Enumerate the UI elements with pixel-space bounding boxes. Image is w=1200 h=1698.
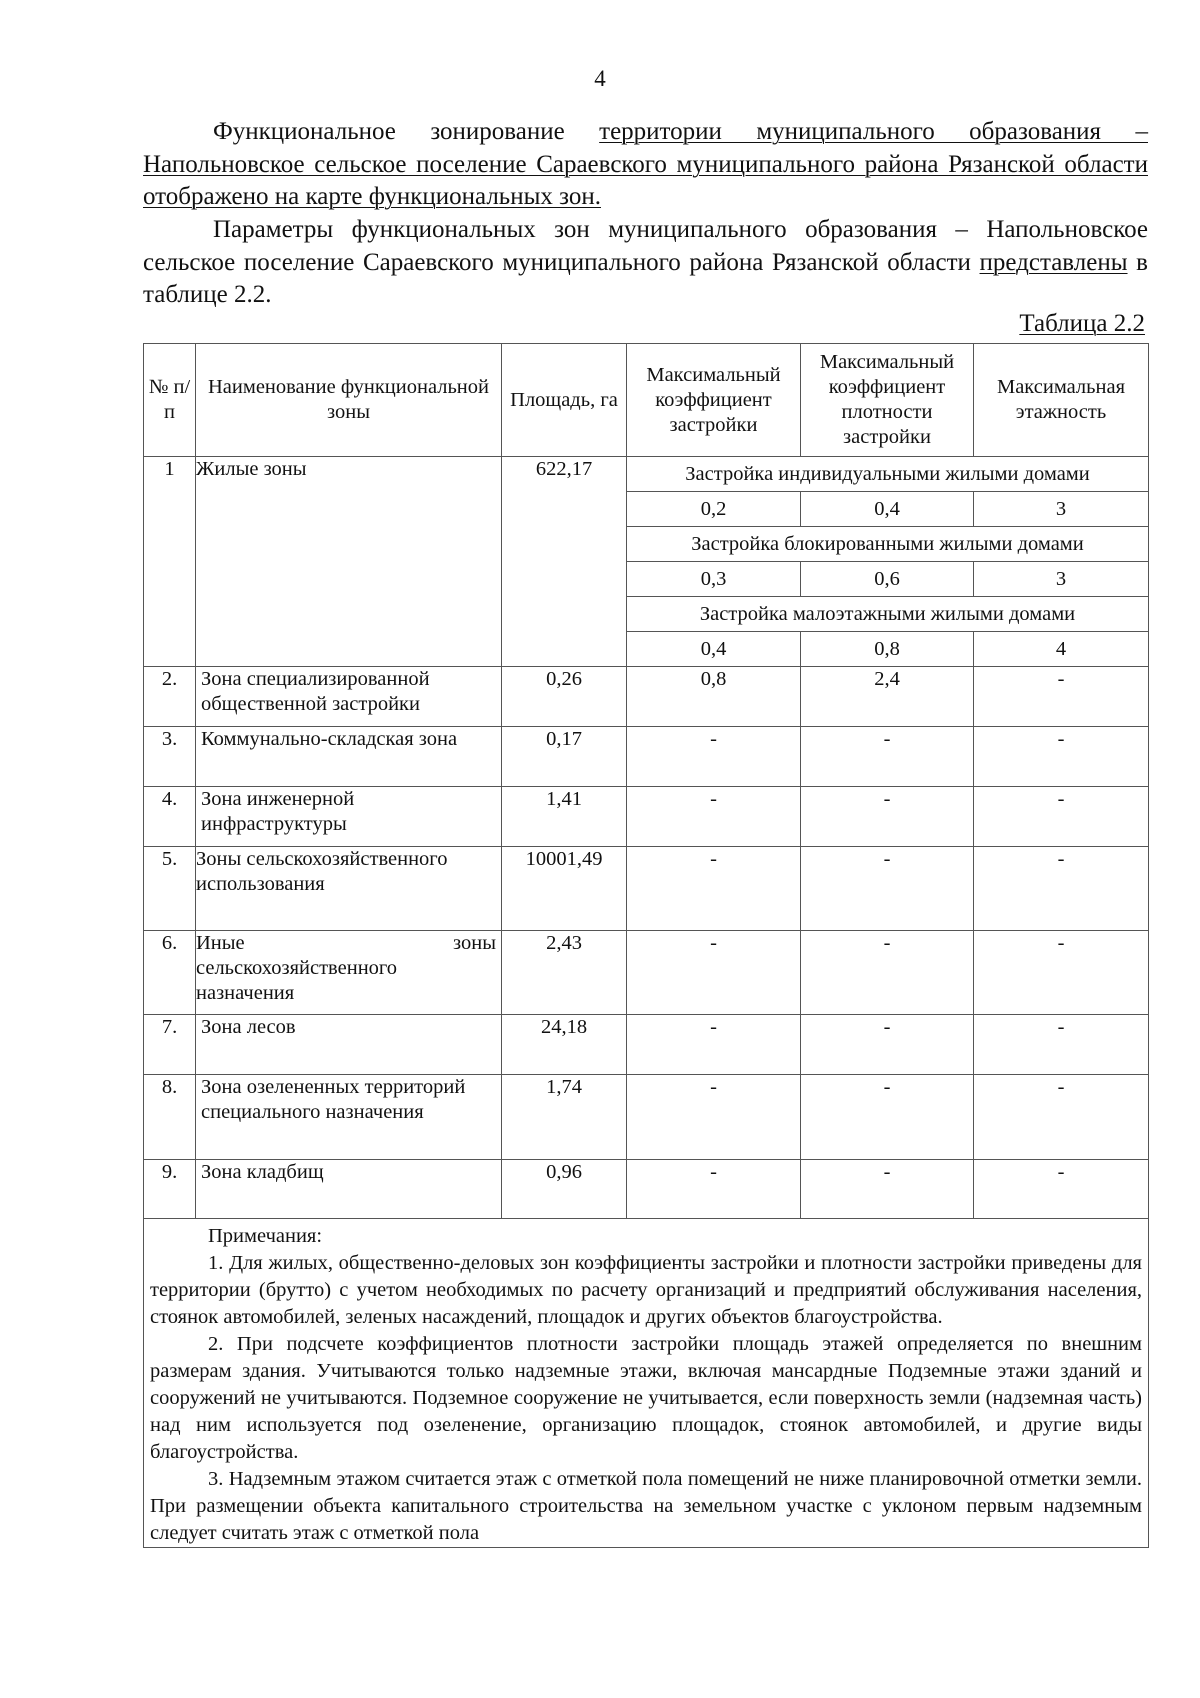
row-num: 5. <box>144 847 196 931</box>
subzone-coef-build: 0,4 <box>627 632 801 667</box>
row-name: Зона инженерной инфраструктуры <box>196 787 502 847</box>
row-coef-density: - <box>801 931 974 1015</box>
row-coef-build: - <box>627 1075 801 1160</box>
header-coef-build: Максимальный коэффициент застройки <box>627 344 801 457</box>
row-floors: - <box>974 1015 1149 1075</box>
row-coef-density: - <box>801 847 974 931</box>
row-coef-build: - <box>627 787 801 847</box>
row-floors: - <box>974 787 1149 847</box>
subzone-floors: 4 <box>974 632 1149 667</box>
note-item: 2. При подсчете коэффициентов плотности застройки площадь этажей определяется по внешним размерам здания. Учитываются только надземные этажи, включая мансардные Подземные этажи зданий и сооружений не учитываются. Подземное сооружение не учитывается, если поверхность земли (надземная часть) над ним используется под озеленение, организацию площадок, стоянок автомобилей, и другие виды благоустройства. <box>150 1333 1142 1463</box>
header-num: № п/п <box>144 344 196 457</box>
row-coef-density: 2,4 <box>801 667 974 727</box>
row-num: 4. <box>144 787 196 847</box>
subzone-title: Застройка блокированными жилыми домами <box>627 527 1149 562</box>
zones-table <box>143 343 1149 1548</box>
row-floors: - <box>974 931 1149 1015</box>
table-row <box>144 931 1149 1015</box>
row-name: Зона кладбищ <box>196 1160 502 1219</box>
row-name: Коммунально-складская зона <box>196 727 502 787</box>
row-area: 0,96 <box>502 1160 627 1219</box>
row-name: Зона озелененных территорий специального назначения <box>196 1075 502 1160</box>
notes-cell <box>144 1219 1149 1548</box>
page-number: 4 <box>594 66 606 91</box>
subzone-floors: 3 <box>974 492 1149 527</box>
row-coef-density: - <box>801 727 974 787</box>
subzone-coef-build: 0,3 <box>627 562 801 597</box>
paragraph-parameters-intro: Параметры функциональных зон муниципального образования – Напольновское сельское поселение Сараевского муниципального района Рязанской области представлены в таблице 2.2. <box>143 216 1148 308</box>
header-coef-density: Максимальный коэффициент плотности застройки <box>801 344 974 457</box>
row-floors: - <box>974 1160 1149 1219</box>
row-coef-build: - <box>627 847 801 931</box>
table-caption: Таблица 2.2 <box>1019 310 1145 337</box>
note-item: 3. Надземным этажом считается этаж с отметкой пола помещений не ниже планировочной отметки земли. При размещении объекта капитального строительства на земельном участке с уклоном первым надземным следует считать этаж с отметкой пола <box>150 1468 1142 1544</box>
row-name: Иные зоны сельскохозяйственного назначения <box>196 931 502 1015</box>
subzone-title: Застройка индивидуальными жилыми домами <box>627 457 1149 492</box>
header-floors: Максимальная этажность <box>974 344 1149 457</box>
row-num: 1 <box>144 457 196 667</box>
row-coef-density: - <box>801 1015 974 1075</box>
row-name: Жилые зоны <box>196 457 502 667</box>
table-row <box>144 1160 1149 1219</box>
row-floors: - <box>974 727 1149 787</box>
row-floors: - <box>974 847 1149 931</box>
subzone-coef-density: 0,4 <box>801 492 974 527</box>
table-row <box>144 1075 1149 1160</box>
row-name: Зона лесов <box>196 1015 502 1075</box>
row-area: 2,43 <box>502 931 627 1015</box>
notes-row <box>144 1219 1149 1548</box>
table-row <box>144 787 1149 847</box>
header-area: Площадь, га <box>502 344 627 457</box>
row-area: 24,18 <box>502 1015 627 1075</box>
table-row <box>144 457 1149 492</box>
row-num: 2. <box>144 667 196 727</box>
subzone-coef-build: 0,2 <box>627 492 801 527</box>
subzone-coef-density: 0,8 <box>801 632 974 667</box>
subzone-floors: 3 <box>974 562 1149 597</box>
row-name: Зоны сельскохозяйственного использования <box>196 847 502 931</box>
row-area: 622,17 <box>502 457 627 667</box>
table-row <box>144 847 1149 931</box>
row-floors: - <box>974 1075 1149 1160</box>
row-area: 10001,49 <box>502 847 627 931</box>
subzone-title: Застройка малоэтажными жилыми домами <box>627 597 1149 632</box>
row-coef-build: - <box>627 727 801 787</box>
row-area: 0,17 <box>502 727 627 787</box>
row-num: 9. <box>144 1160 196 1219</box>
table-row <box>144 667 1149 727</box>
row-num: 7. <box>144 1015 196 1075</box>
subzone-coef-density: 0,6 <box>801 562 974 597</box>
row-name: Зона специализированной общественной застройки <box>196 667 502 727</box>
row-coef-density: - <box>801 1160 974 1219</box>
notes-title: Примечания: <box>208 1225 323 1247</box>
paragraph-zoning-intro: Функциональное зонирование территории муниципального образования – Напольновское сельское поселение Сараевского муниципального района Рязанской области отображено на карте функциональных зон. <box>143 118 1148 210</box>
row-coef-build: - <box>627 1160 801 1219</box>
row-coef-build: 0,8 <box>627 667 801 727</box>
note-item: 1. Для жилых, общественно-деловых зон коэффициенты застройки и плотности застройки приведены для территории (брутто) с учетом необходимых по расчету организаций и предприятий обслуживания населения, стоянок автомобилей, зеленых насаждений, площадок и других объектов благоустройства. <box>150 1252 1142 1328</box>
row-num: 3. <box>144 727 196 787</box>
header-name: Наименование функциональной зоны <box>196 344 502 457</box>
table-row <box>144 1015 1149 1075</box>
row-area: 1,74 <box>502 1075 627 1160</box>
row-num: 8. <box>144 1075 196 1160</box>
row-area: 0,26 <box>502 667 627 727</box>
table-row <box>144 727 1149 787</box>
row-coef-density: - <box>801 787 974 847</box>
table-header-row <box>144 344 1149 457</box>
row-num: 6. <box>144 931 196 1015</box>
row-floors: - <box>974 667 1149 727</box>
row-coef-build: - <box>627 1015 801 1075</box>
row-coef-build: - <box>627 931 801 1015</box>
row-area: 1,41 <box>502 787 627 847</box>
row-coef-density: - <box>801 1075 974 1160</box>
